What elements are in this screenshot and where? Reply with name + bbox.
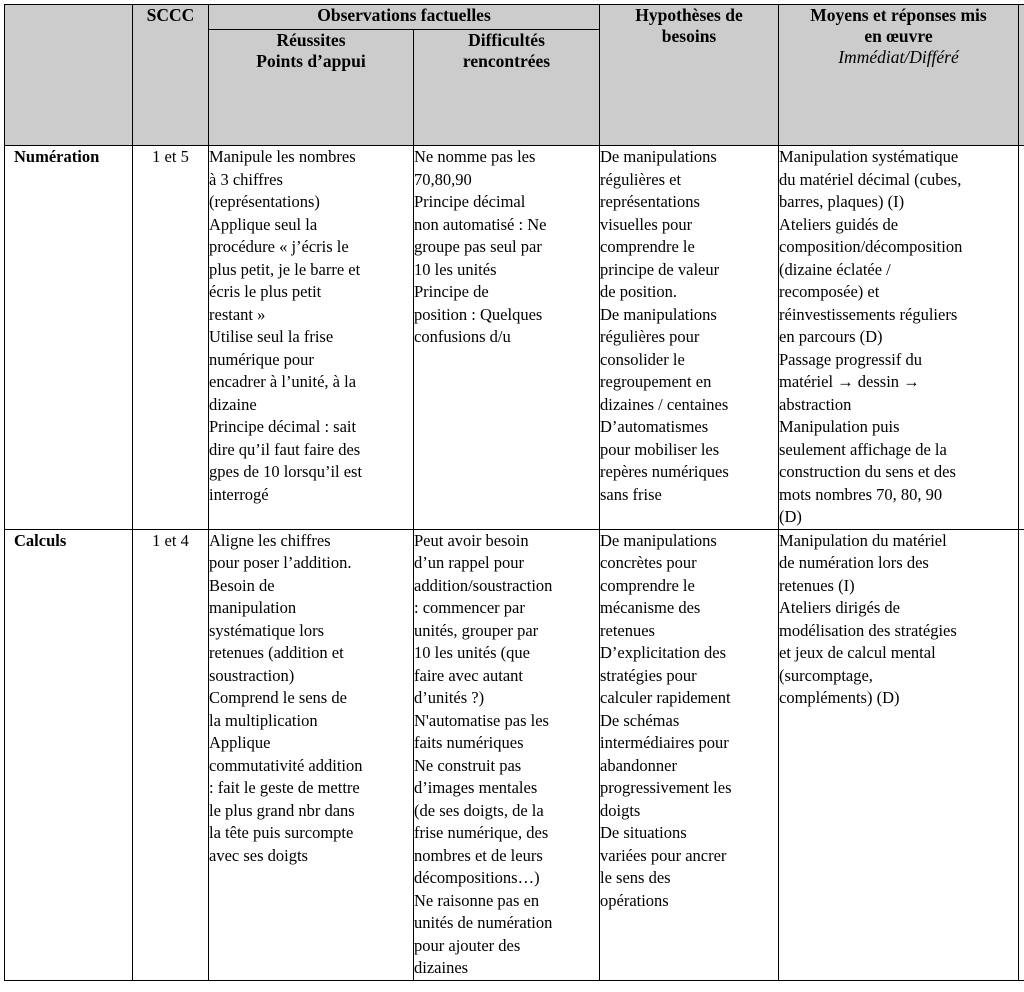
cell-extra — [1019, 146, 1024, 530]
cell-line: la multiplication — [209, 710, 318, 730]
cell-line: (D) — [779, 507, 802, 526]
cell-line: doigts — [600, 800, 641, 820]
cell-line: le sens des — [600, 868, 671, 887]
cell-line: comprendre le — [600, 237, 695, 256]
cell-line: compléments) (D) — [779, 688, 900, 707]
cell-line: dizaines — [414, 958, 469, 977]
cell-line: stratégies pour — [600, 665, 697, 685]
cell-line: Principe décimal — [414, 192, 526, 211]
cell-line: non automatisé : Ne — [414, 214, 547, 234]
cell-line: dizaine — [209, 394, 257, 414]
table-row — [5, 146, 1024, 530]
cell-line: nombres et de leurs — [414, 845, 543, 865]
cell-line: encadrer à l’unité, à la — [209, 372, 357, 391]
cell-line: pour mobiliser les — [600, 439, 720, 459]
cell-line: de numération lors des — [779, 553, 929, 572]
cell-line: Aligne les chiffres — [209, 530, 331, 550]
cell-line: frise numérique, des — [414, 823, 549, 842]
cell-line: principe de valeur — [600, 259, 720, 279]
cell-line: Ne raisonne pas en — [414, 890, 540, 910]
cell-reussites — [209, 529, 414, 980]
cell-line: De manipulations — [600, 530, 717, 550]
cell-line: systématique lors — [209, 620, 325, 640]
cell-line: mécanisme des — [600, 598, 701, 617]
header-domain-cell — [5, 5, 133, 146]
header-extra-cell — [1019, 5, 1024, 146]
cell-line: Comprend le sens de — [209, 688, 347, 707]
header-sccc: SCCC — [133, 5, 209, 146]
cell-line: regroupement en — [600, 372, 712, 391]
cell-hypotheses — [600, 529, 779, 980]
cell-line: composition/décomposition — [779, 237, 963, 256]
cell-reussites — [209, 146, 414, 530]
row-sccc: 1 et 4 — [133, 529, 209, 980]
cell-line: De manipulations — [600, 147, 717, 166]
cell-line: manipulation — [209, 598, 297, 617]
cell-line: faits numériques — [414, 733, 524, 752]
cell-line: opérations — [600, 890, 669, 910]
cell-line: Ateliers dirigés de — [779, 598, 900, 617]
cell-line: Manipulation systématique — [779, 147, 959, 166]
cell-line: Ne nomme pas les — [414, 147, 536, 166]
cell-line: à 3 chiffres — [209, 169, 283, 189]
cell-line: décompositions…) — [414, 868, 540, 887]
cell-line: comprendre le — [600, 575, 695, 595]
cell-line: de position. — [600, 282, 677, 301]
cell-line: et jeux de calcul mental — [779, 643, 936, 662]
cell-line: visuelles pour — [600, 214, 693, 234]
cell-line: retenues (I) — [779, 575, 855, 595]
cell-line: barres, plaques) (I) — [779, 192, 905, 211]
cell-line: Applique — [209, 733, 271, 752]
cell-line: retenues — [600, 620, 655, 640]
cell-difficultes — [414, 146, 600, 530]
cell-line: Manipulation puis — [779, 417, 900, 436]
cell-line: recomposée) et — [779, 282, 880, 301]
cell-line: D’automatismes — [600, 417, 709, 436]
cell-line: 10 les unités — [414, 259, 497, 279]
cell-line: unités, grouper par — [414, 620, 539, 640]
cell-line: interrogé — [209, 484, 269, 504]
cell-line: dizaines / centaines — [600, 394, 729, 414]
cell-line: construction du sens et des — [779, 462, 956, 481]
cell-line: Principe de — [414, 282, 489, 301]
cell-line: soustraction) — [209, 665, 295, 685]
cell-line: mots nombres 70, 80, 90 — [779, 484, 943, 504]
cell-line: d’unités ?) — [414, 688, 485, 707]
cell-line: variées pour ancrer — [600, 845, 727, 865]
cell-line: dire qu’il faut faire des — [209, 439, 361, 459]
cell-line: : fait le geste de mettre — [209, 778, 360, 797]
cell-line: plus petit, je le barre et — [209, 259, 361, 279]
cell-extra — [1019, 529, 1024, 980]
header-moyens: Moyens et réponses mis en œuvre Immédiat/Différé — [779, 5, 1019, 146]
cell-line: seulement affichage de la — [779, 439, 947, 459]
cell-line: (dizaine éclatée / — [779, 259, 891, 279]
cell-line: écris le plus petit — [209, 282, 322, 301]
cell-line: concrètes pour — [600, 553, 697, 572]
cell-line: position : Quelques — [414, 304, 543, 324]
cell-line: Manipule les nombres — [209, 147, 356, 166]
cell-line: De situations — [600, 823, 687, 842]
cell-line: 10 les unités (que — [414, 643, 530, 662]
cell-line: Peut avoir besoin — [414, 530, 529, 550]
header-hypotheses: Hypothèses de besoins — [600, 5, 779, 146]
cell-line: Ateliers guidés de — [779, 214, 899, 234]
cell-line: régulières et — [600, 169, 682, 189]
cell-line: addition/soustraction — [414, 575, 553, 595]
cell-line: retenues (addition et — [209, 643, 344, 662]
cell-line: représentations — [600, 192, 700, 211]
header-difficultes: Difficultés rencontrées — [414, 30, 600, 146]
header-reussites: Réussites Points d’appui — [209, 30, 414, 146]
cell-line: procédure « j’écris le — [209, 237, 349, 256]
cell-line: numérique pour — [209, 349, 314, 369]
cell-line: gpes de 10 lorsqu’il est — [209, 462, 363, 481]
cell-line: modélisation des stratégies — [779, 620, 957, 640]
cell-line: intermédiaires pour — [600, 733, 729, 752]
cell-line: unités de numération — [414, 913, 553, 932]
cell-line: confusions d/u — [414, 327, 511, 346]
cell-line: d’un rappel pour — [414, 553, 524, 572]
cell-line: De schémas — [600, 710, 680, 730]
cell-line: D’explicitation des — [600, 643, 727, 662]
cell-line: Ne construit pas — [414, 755, 522, 775]
cell-hypotheses — [600, 146, 779, 530]
cell-line: d’images mentales — [414, 778, 538, 797]
cell-line: (de ses doigts, de la — [414, 800, 544, 820]
cell-moyens — [779, 146, 1019, 530]
cell-line: : commencer par — [414, 598, 525, 617]
cell-line: Passage progressif du — [779, 349, 922, 369]
cell-line: du matériel décimal (cubes, — [779, 169, 962, 189]
cell-line: restant » — [209, 304, 266, 324]
table-row — [5, 529, 1024, 980]
row-sccc: 1 et 5 — [133, 146, 209, 530]
cell-line: Utilise seul la frise — [209, 327, 334, 346]
cell-line: calculer rapidement — [600, 688, 731, 707]
cell-difficultes — [414, 529, 600, 980]
cell-line: repères numériques — [600, 462, 729, 481]
cell-line: abandonner — [600, 755, 677, 775]
cell-line: commutativité addition — [209, 755, 363, 775]
cell-line: pour poser l’addition. — [209, 553, 352, 572]
row-domain: Numération — [5, 146, 133, 530]
cell-line: Applique seul la — [209, 214, 318, 234]
cell-line: faire avec autant — [414, 665, 524, 685]
cell-line: De manipulations — [600, 304, 717, 324]
cell-line: N'automatise pas les — [414, 710, 549, 730]
cell-line: Manipulation du matériel — [779, 530, 947, 550]
cell-line: pour ajouter des — [414, 935, 521, 955]
cell-line: sans frise — [600, 484, 662, 504]
cell-line: avec ses doigts — [209, 845, 308, 865]
cell-line: matériel → dessin → — [779, 372, 920, 391]
cell-line: réinvestissements réguliers — [779, 304, 958, 324]
cell-line: abstraction — [779, 394, 852, 414]
cell-line: le plus grand nbr dans — [209, 800, 355, 820]
row-domain: Calculs — [5, 529, 133, 980]
cell-line: Besoin de — [209, 575, 275, 595]
cell-line: groupe pas seul par — [414, 237, 542, 256]
cell-line: 70,80,90 — [414, 169, 472, 189]
cell-line: progressivement les — [600, 778, 732, 797]
header-observations: Observations factuelles — [209, 5, 600, 30]
cell-line: consolider le — [600, 349, 685, 369]
cell-line: Principe décimal : sait — [209, 417, 357, 436]
cell-moyens — [779, 529, 1019, 980]
cell-line: la tête puis surcompte — [209, 823, 354, 842]
cell-line: régulières pour — [600, 327, 700, 346]
cell-line: (surcomptage, — [779, 665, 873, 685]
cell-line: (représentations) — [209, 192, 320, 211]
observation-table — [4, 4, 1024, 981]
cell-line: en parcours (D) — [779, 327, 883, 346]
